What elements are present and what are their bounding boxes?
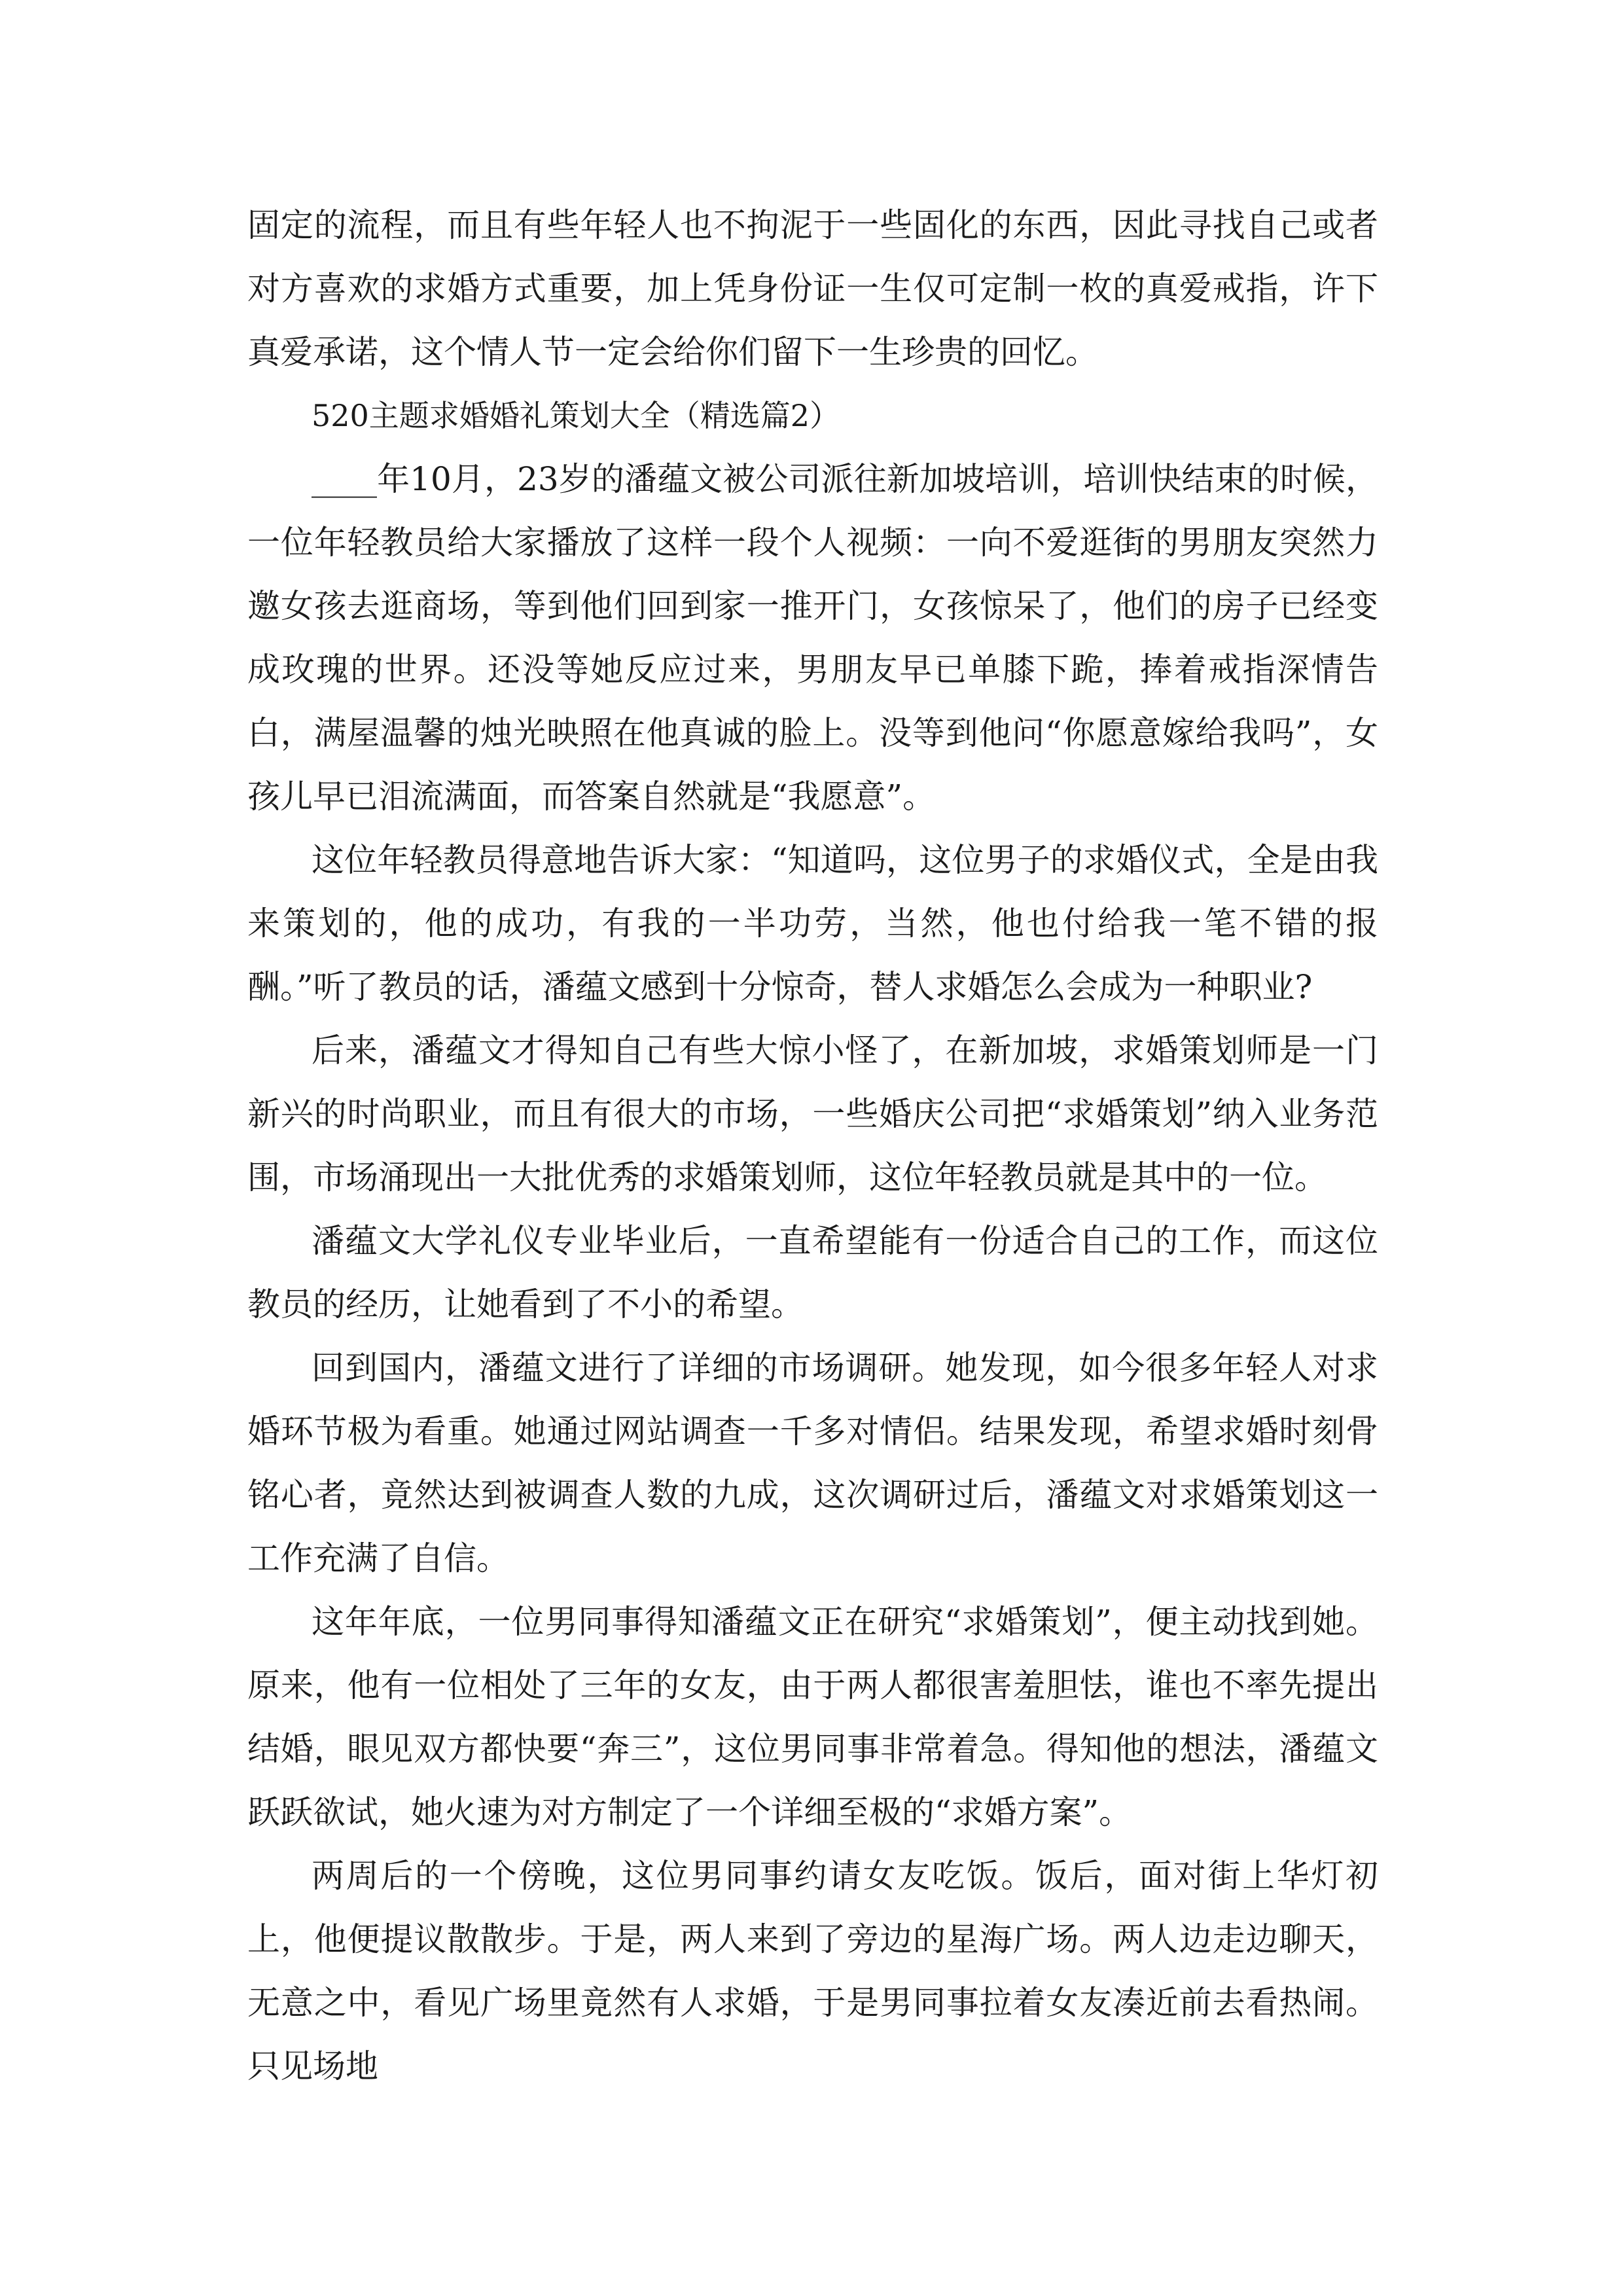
paragraph: 两周后的一个傍晚，这位男同事约请女友吃饭。饭后，面对街上华灯初上，他便提议散散步。于是，两人来到了旁边的星海广场。两人边走边聊天，无意之中，看见广场里竟然有人求婚，于是男同事拉着女友凑近前去看热闹。只见场地 [247, 1857, 1378, 2085]
paragraph-continuation: 固定的流程，而且有些年轻人也不拘泥于一些固化的东西，因此寻找自己或者对方喜欢的求婚方式重要，加上凭身份证一生仅可定制一枚的真爱戒指，许下真爱承诺，这个情人节一定会给你们留下一生珍贵的回忆。 [247, 206, 1378, 371]
paragraph: 潘蕴文大学礼仪专业毕业后，一直希望能有一份适合自己的工作，而这位教员的经历，让她看到了不小的希望。 [247, 1222, 1378, 1323]
paragraph: 后来，潘蕴文才得知自己有些大惊小怪了，在新加坡，求婚策划师是一门新兴的时尚职业，而且有很大的市场，一些婚庆公司把“求婚策划”纳入业务范围，市场涌现出一大批优秀的求婚策划师，这位年轻教员就是其中的一位。 [247, 1031, 1378, 1196]
document-body [247, 194, 1378, 2098]
section-heading: 520主题求婚婚礼策划大全（精选篇2） [312, 398, 840, 433]
paragraph: 回到国内，潘蕴文进行了详细的市场调研。她发现，如今很多年轻人对求婚环节极为看重。她通过网站调查一千多对情侣。结果发现，希望求婚时刻骨铭心者，竟然达到被调查人数的九成，这次调研过后，潘蕴文对求婚策划这一工作充满了自信。 [247, 1349, 1378, 1577]
paragraph: ____年10月，23岁的潘蕴文被公司派往新加坡培训，培训快结束的时候，一位年轻教员给大家播放了这样一段个人视频：一向不爱逛街的男朋友突然力邀女孩去逛商场，等到他们回到家一推开门，女孩惊呆了，他们的房子已经变成玫瑰的世界。还没等她反应过来，男朋友早已单膝下跪，捧着戒指深情告白，满屋温馨的烛光映照在他真诚的脸上。没等到他问“你愿意嫁给我吗”，女孩儿早已泪流满面，而答案自然就是“我愿意”。 [247, 460, 1378, 816]
paragraph: 这年年底，一位男同事得知潘蕴文正在研究“求婚策划”，便主动找到她。原来，他有一位相处了三年的女友，由于两人都很害羞胆怯，谁也不率先提出结婚，眼见双方都快要“奔三”，这位男同事非常着急。得知他的想法，潘蕴文跃跃欲试，她火速为对方制定了一个详细至极的“求婚方案”。 [247, 1603, 1378, 1831]
paragraph: 这位年轻教员得意地告诉大家：“知道吗，这位男子的求婚仪式，全是由我来策划的，他的成功，有我的一半功劳，当然，他也付给我一笔不错的报酬。”听了教员的话，潘蕴文感到十分惊奇，替人求婚怎么会成为一种职业? [247, 841, 1378, 1006]
